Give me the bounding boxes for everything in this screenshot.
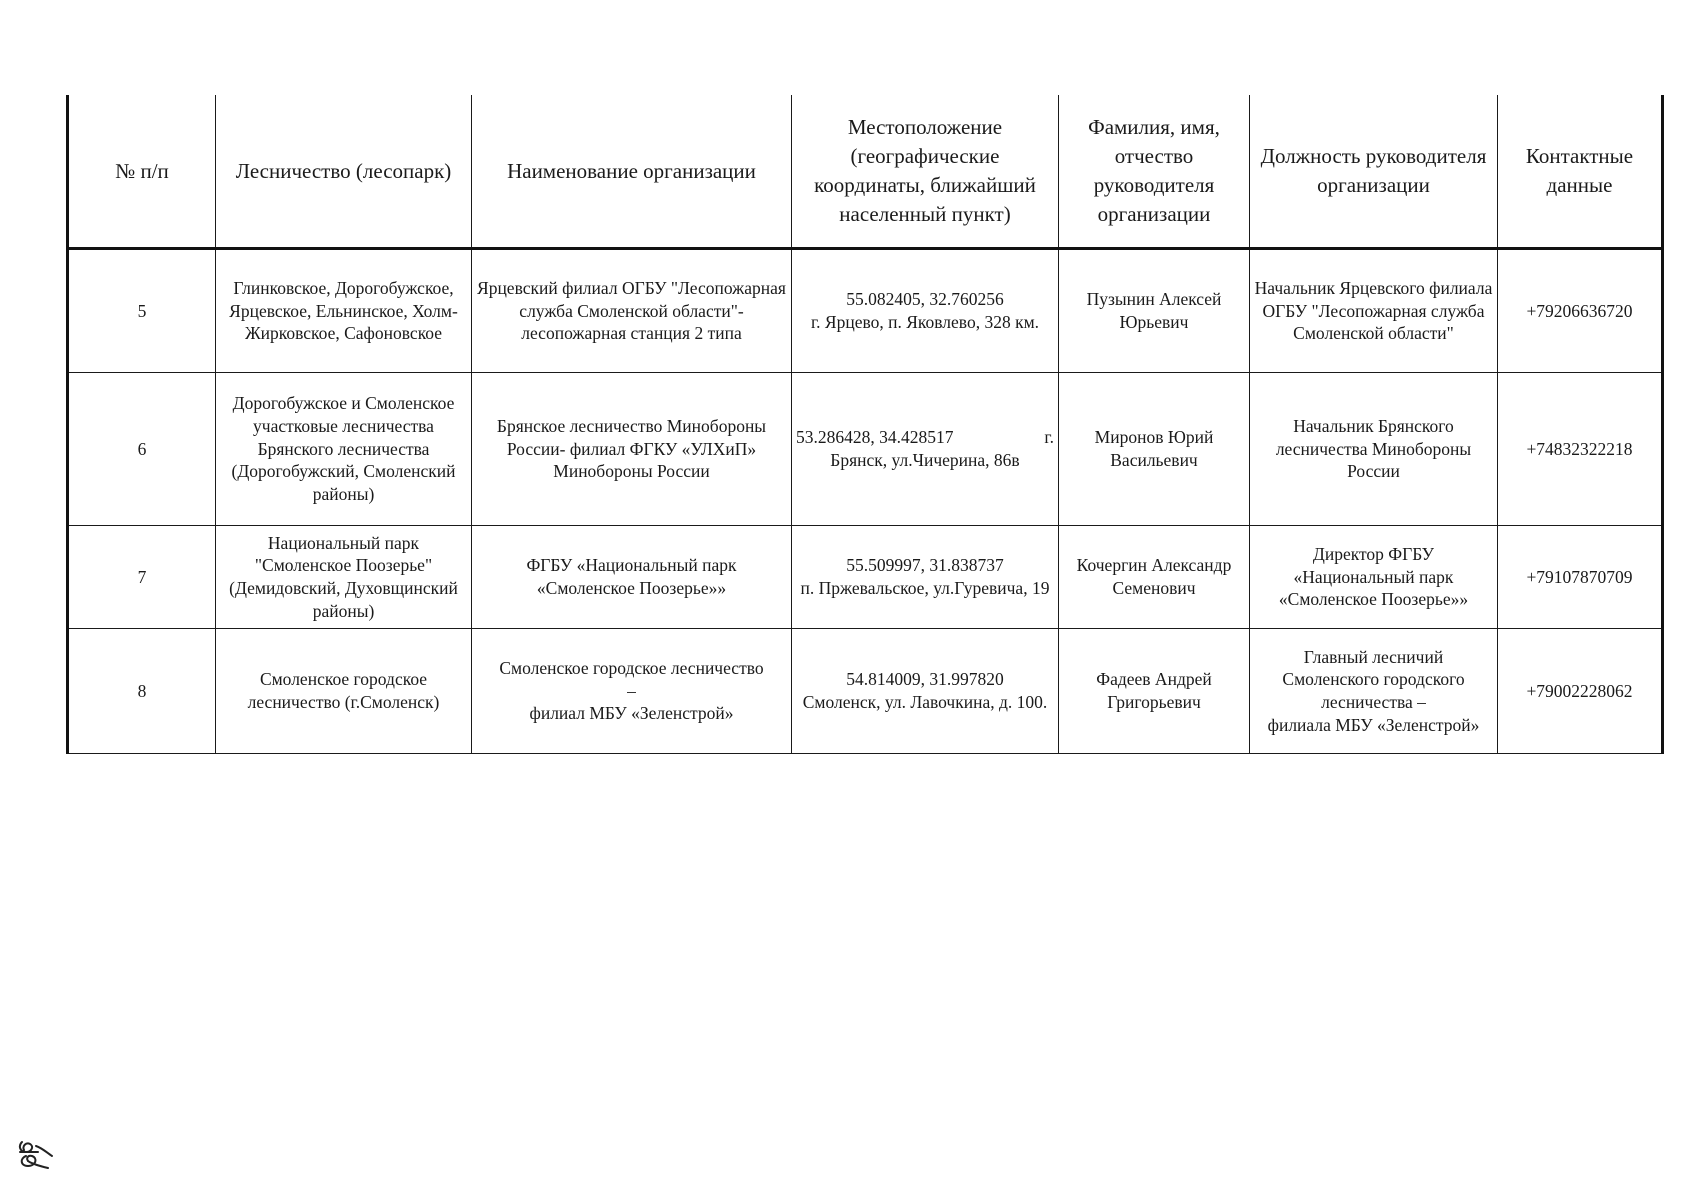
organization-dash: – (627, 680, 636, 701)
cell-position: Начальник Ярцевского филиала ОГБУ "Лесопожарная служба Смоленской области" (1250, 249, 1498, 373)
location-coordinates: 55.082405, 32.760256 (846, 289, 1004, 310)
location-coordinates: 55.509997, 31.838737 (846, 555, 1004, 576)
organization-line: филиал МБУ «Зеленстрой» (529, 703, 734, 724)
location-place: Смоленск, ул. Лавочкина, д. 100. (802, 692, 1048, 712)
table-row (68, 526, 1663, 629)
header-contact: Контактные данные (1498, 95, 1663, 249)
position-line: Главный лесничий Смоленского городского лесничества – (1282, 646, 1465, 712)
table-row (68, 373, 1663, 526)
cell-location (792, 629, 1059, 754)
location-city-prefix: г. (1044, 427, 1054, 448)
cell-number: 5 (68, 249, 216, 373)
location-place: Брянск, ул.Чичерина, 86в (830, 450, 1020, 470)
location-coordinates: 54.814009, 31.997820 (846, 669, 1004, 690)
header-head-name: Фамилия, имя, отчество руководителя организации (1059, 95, 1250, 249)
organization-line: Смоленское городское лесничество (499, 657, 764, 678)
cell-location (792, 526, 1059, 629)
cell-organization: Брянское лесничество Минобороны России- филиал ФГКУ «УЛХиП» Минобороны России (472, 373, 792, 526)
header-position: Должность руководителя организации (1250, 95, 1498, 249)
location-place: г. Ярцево, п. Яковлево, 328 км. (810, 312, 1040, 332)
cell-head-name: Миронов Юрий Васильевич (1059, 373, 1250, 526)
cell-forestry: Глинковское, Дорогобужское, Ярцевское, Ельнинское, Холм-Жирковское, Сафоновское (216, 249, 472, 373)
cell-number: 6 (68, 373, 216, 526)
cell-position (1250, 629, 1498, 754)
handwritten-page-number (16, 1138, 58, 1172)
cell-organization (472, 629, 792, 754)
table-header-row (68, 95, 1663, 249)
cell-contact: +79107870709 (1498, 526, 1663, 629)
cell-forestry: Дорогобужское и Смоленское участковые лесничества Брянского лесничества (Дорогобужский, Смоленский районы) (216, 373, 472, 526)
cell-contact: +74832322218 (1498, 373, 1663, 526)
header-location: Местоположение (географические координаты, ближайший населенный пункт) (792, 95, 1059, 249)
cell-head-name: Пузынин Алексей Юрьевич (1059, 249, 1250, 373)
cell-contact: +79002228062 (1498, 629, 1663, 754)
cell-head-name: Кочергин Александр Семенович (1059, 526, 1250, 629)
table-row (68, 629, 1663, 754)
header-organization: Наименование организации (472, 95, 792, 249)
location-coordinates-line (796, 426, 1054, 449)
cell-forestry: Смоленское городское лесничество (г.Смоленск) (216, 629, 472, 754)
cell-location (792, 249, 1059, 373)
cell-forestry: Национальный парк "Смоленское Поозерье" (Демидовский, Духовщинский районы) (216, 526, 472, 629)
cell-number: 7 (68, 526, 216, 629)
cell-position: Директор ФГБУ «Национальный парк «Смоленское Поозерье»» (1250, 526, 1498, 629)
location-coordinates: 53.286428, 34.428517 (796, 427, 954, 448)
cell-position: Начальник Брянского лесничества Минобороны России (1250, 373, 1498, 526)
location-place: п. Пржевальское, ул.Гуревича, 19 (800, 578, 1050, 598)
header-number: № п/п (68, 95, 216, 249)
table-row (68, 249, 1663, 373)
cell-location (792, 373, 1059, 526)
header-forestry: Лесничество (лесопарк) (216, 95, 472, 249)
cell-organization: ФГБУ «Национальный парк «Смоленское Поозерье»» (472, 526, 792, 629)
position-line: филиала МБУ «Зеленстрой» (1267, 714, 1480, 735)
cell-number: 8 (68, 629, 216, 754)
cell-head-name: Фадеев Андрей Григорьевич (1059, 629, 1250, 754)
cell-contact: +79206636720 (1498, 249, 1663, 373)
forestry-organizations-table (66, 95, 1664, 754)
cell-organization: Ярцевский филиал ОГБУ "Лесопожарная служба Смоленской области"- лесопожарная станция 2 типа (472, 249, 792, 373)
